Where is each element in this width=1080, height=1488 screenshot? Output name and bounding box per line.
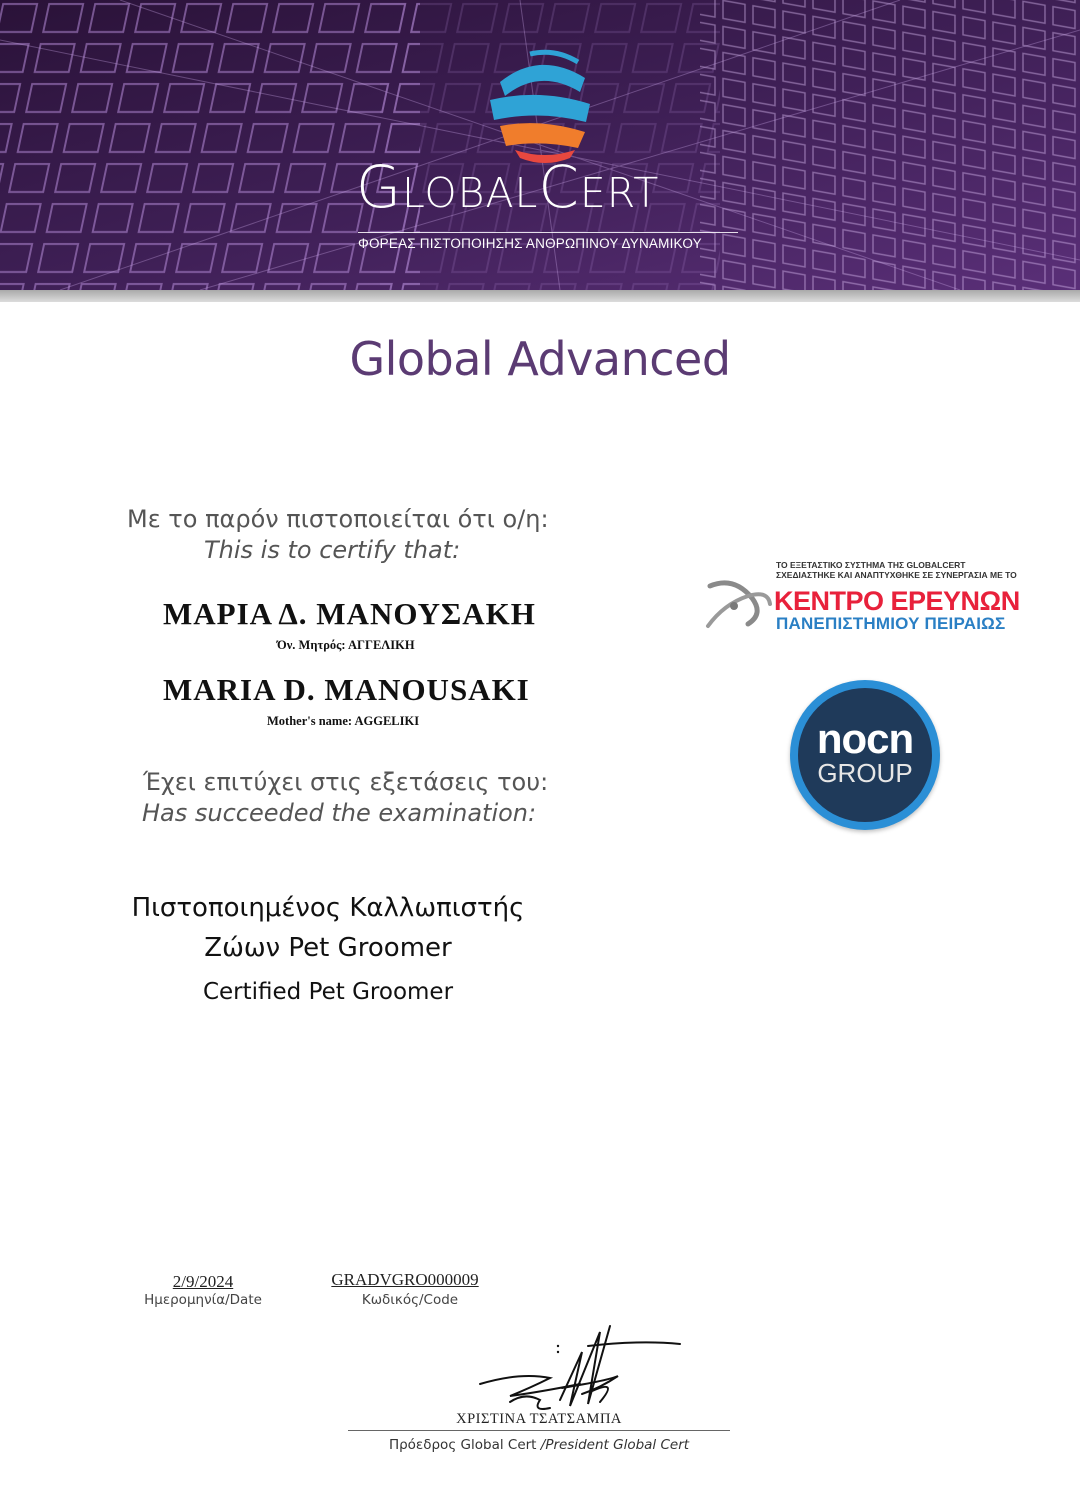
certificate-code: GRADVGRO000009 <box>331 1270 479 1289</box>
issue-date: 2/9/2024 <box>172 1272 234 1291</box>
signer-name: ΧΡΙΣΤΙΝΑ ΤΣΑΤΣΑΜΠΑ <box>456 1411 622 1427</box>
certificate-code-label: Κωδικός/Code <box>361 1292 459 1308</box>
kentro-caption <box>776 560 1017 580</box>
mother-name-greek: Όν. Μητρός: ΑΓΓΕΛΙΚΗ <box>277 638 415 652</box>
handwritten-signature <box>470 1322 690 1422</box>
issue-date-label: Ημερομηνία/Date <box>144 1292 262 1308</box>
certificate-title: Global Advanced <box>349 332 731 386</box>
holder-name-greek: ΜΑΡΙΑ Δ. ΜΑΝΟΥΣΑΚΗ <box>163 596 536 631</box>
qualification-greek-line1: Πιστοποιημένος Καλλωπιστής <box>131 893 525 923</box>
succeeded-english: Has succeeded the examination: <box>142 799 537 827</box>
kentro-name: ΚΕΝΤΡΟ ΕΡΕΥΝΩΝ <box>774 586 1020 616</box>
signer-title-english: /President Global Cert <box>540 1437 690 1453</box>
banner-background <box>0 0 1080 302</box>
qualification-english: Certified Pet Groomer <box>202 979 454 1005</box>
signature-line <box>348 1430 730 1431</box>
intro-english: This is to certify that: <box>204 536 461 564</box>
kentro-caption-line1: ΤΟ ΕΞΕΤΑΣΤΙΚΟ ΣΥΣΤΗΜΑ ΤΗΣ GLOBALCERT <box>776 560 966 570</box>
brand-wordmark: GlobalCert <box>356 153 660 221</box>
kentro-subtitle: ΠΑΝΕΠΙΣΤΗΜΙΟΥ ΠΕΙΡΑΙΩΣ <box>776 614 1006 633</box>
nocn-group-logo <box>790 680 940 830</box>
mother-name-english: Mother's name: AGGELIKI <box>267 714 420 728</box>
signer-title <box>348 1437 730 1453</box>
nocn-group-label: GROUP <box>817 758 913 788</box>
intro-greek: Με το παρόν πιστοποιείται ότι ο/η: <box>127 505 549 533</box>
kentro-swirl-icon <box>704 574 774 636</box>
holder-name-english: MARIA D. MANOUSAKI <box>163 672 530 707</box>
kentro-caption-line2: ΣΧΕΔΙΑΣΤΗΚΕ ΚΑΙ ΑΝΑΠΤΥΧΘΗΚΕ ΣΕ ΣΥΝΕΡΓΑΣΙΑ ΜΕ ΤΟ <box>776 570 1017 580</box>
nocn-wordmark: nocn <box>816 715 914 762</box>
brand-subtitle: ΦΟΡΕΑΣ ΠΙΣΤΟΠΟΙΗΣΗΣ ΑΝΘΡΩΠΙΝΟΥ ΔΥΝΑΜΙΚΟΥ <box>358 232 738 251</box>
signer-title-greek: Πρόεδρος Global Cert <box>388 1437 537 1453</box>
qualification-greek-line2: Ζώων Pet Groomer <box>204 933 452 963</box>
header-banner <box>0 0 1080 302</box>
succeeded-greek: Έχει επιτύχει στις εξετάσεις του: <box>143 768 549 796</box>
